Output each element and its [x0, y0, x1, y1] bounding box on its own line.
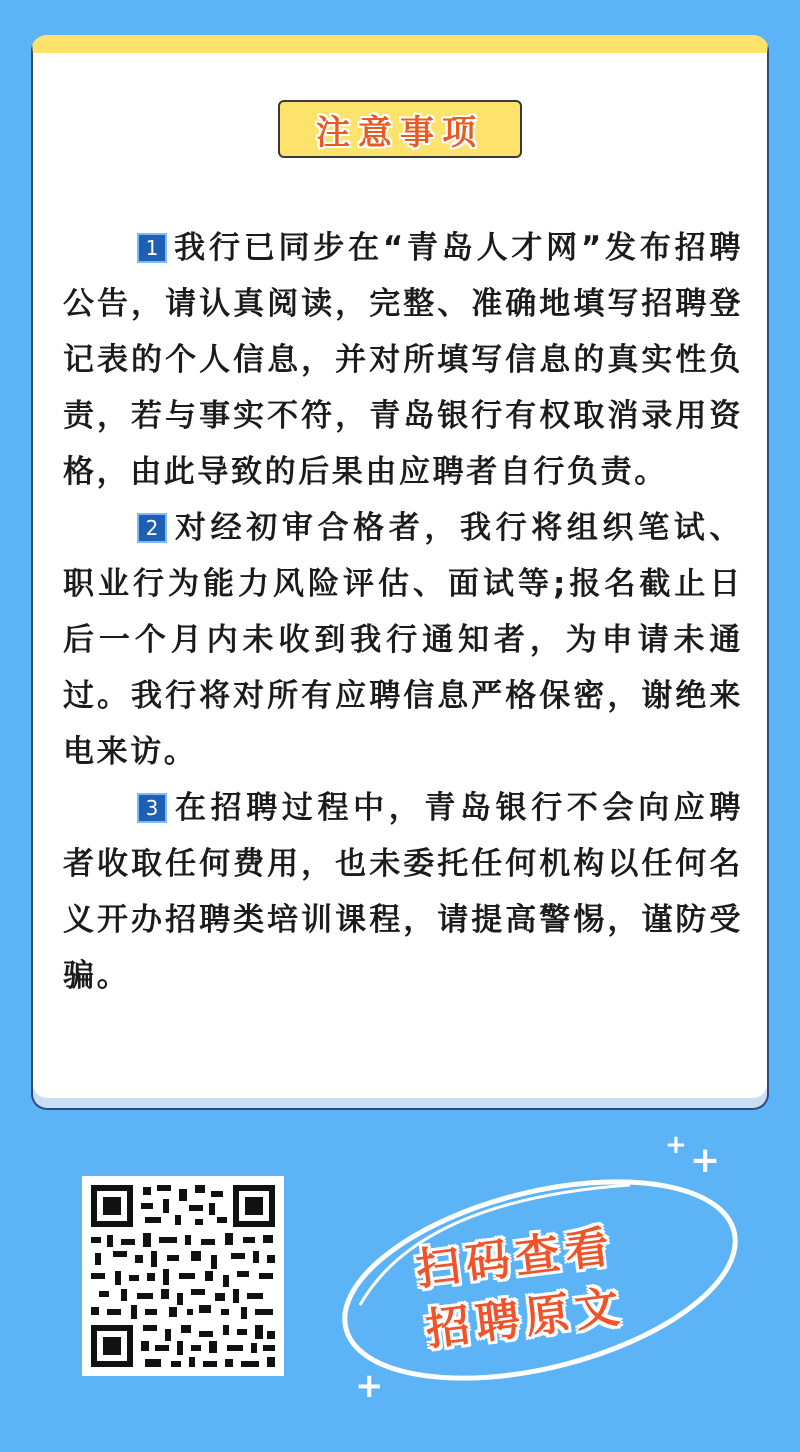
notice-item-3: [63, 780, 743, 1004]
scan-text-line-1: 扫码查看: [413, 1220, 618, 1296]
notice-body: [63, 220, 743, 1004]
notice-item-3-text: 在招聘过程中，青岛银行不会向应聘者收取任何费用，也未委托任何机构以任何名义开办招聘类培训课程，请提高警惕，谨防受骗。: [63, 790, 743, 994]
sparkle-icon: +: [690, 1140, 721, 1181]
notice-item-1-text: 我行已同步在“青岛人才网”发布招聘公告，请认真阅读，完整、准确地填写招聘登记表的个人信息，并对所填写信息的真实性负责，若与事实不符，青岛银行有权取消录用资格，由此导致的后果由应聘者自行负责。: [63, 230, 743, 490]
notice-title-badge: [278, 100, 522, 158]
scan-prompt: [300, 1130, 780, 1410]
notice-item-2-text: 对经初审合格者，我行将组织笔试、职业行为能力风险评估、面试等;报名截止日后一个月内未收到我行通知者，为申请未通过。我行将对所有应聘信息严格保密，谢绝来电来访。: [63, 510, 743, 770]
qr-code-icon: [91, 1185, 275, 1367]
qr-code[interactable]: [82, 1176, 284, 1376]
number-badge-2: 2: [137, 513, 167, 543]
sparkle-icon: +: [665, 1130, 687, 1160]
notice-item-1: [63, 220, 743, 500]
number-badge-3: 3: [137, 793, 167, 823]
number-badge-1: 1: [137, 233, 167, 263]
notice-title: 注意事项: [316, 112, 484, 153]
scan-text-line-2: 招聘原文: [423, 1280, 628, 1356]
notice-card: [31, 35, 769, 1110]
notice-item-2: [63, 500, 743, 780]
sparkle-icon: +: [355, 1366, 384, 1406]
